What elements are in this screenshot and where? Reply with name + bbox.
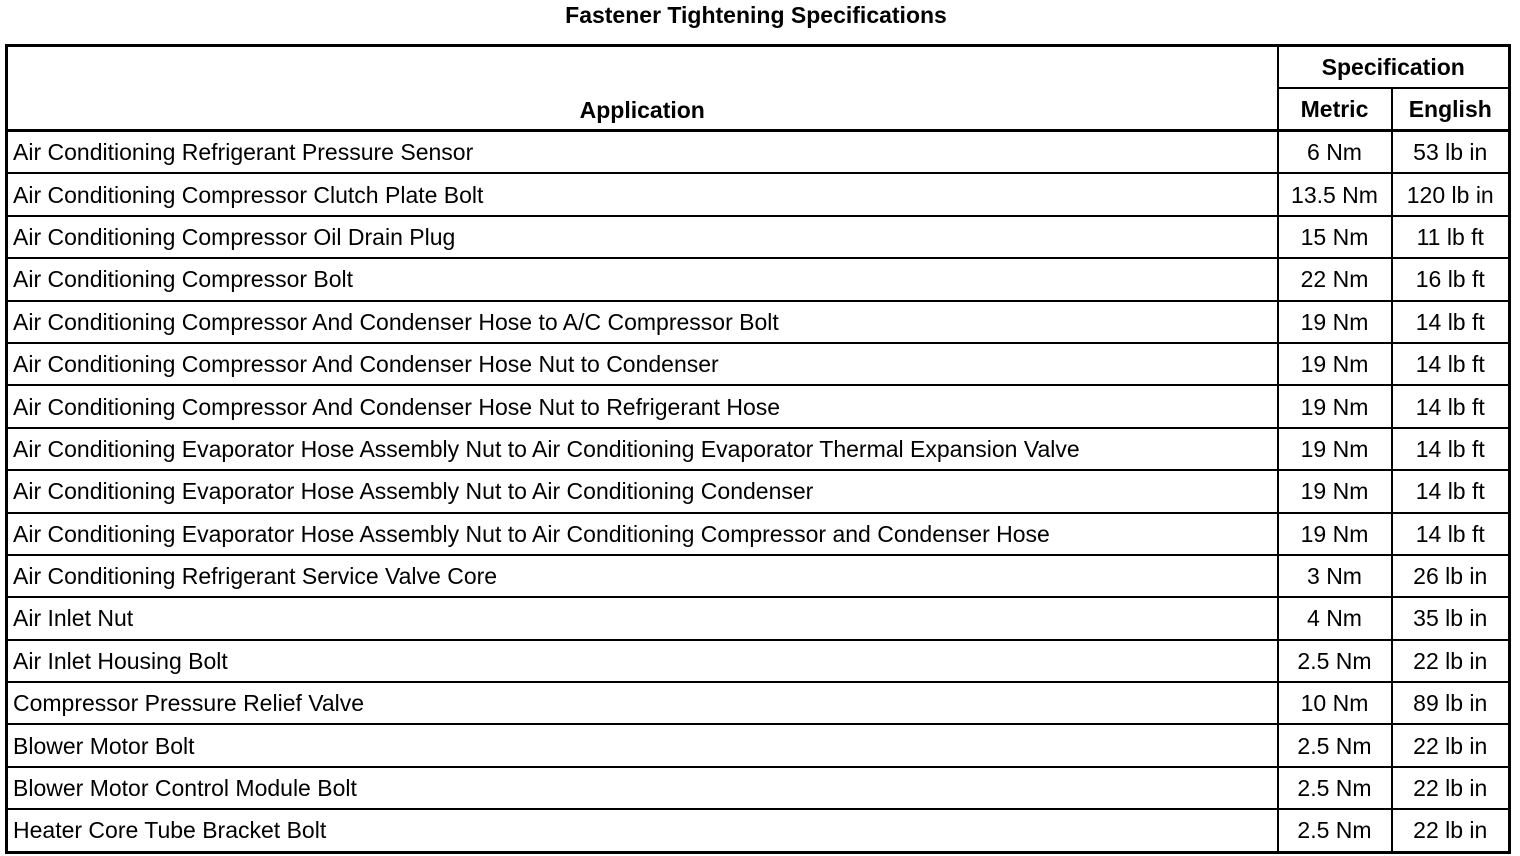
application-cell: Air Conditioning Refrigerant Pressure Sensor bbox=[7, 131, 1278, 174]
metric-cell: 2.5 Nm bbox=[1278, 767, 1392, 809]
table-row bbox=[7, 470, 1510, 512]
table-row bbox=[7, 809, 1510, 852]
application-cell: Air Conditioning Compressor And Condenser Hose Nut to Refrigerant Hose bbox=[7, 385, 1278, 427]
table-row bbox=[7, 724, 1510, 766]
table-row bbox=[7, 640, 1510, 682]
table-row bbox=[7, 258, 1510, 300]
metric-cell: 2.5 Nm bbox=[1278, 724, 1392, 766]
english-cell: 26 lb in bbox=[1392, 555, 1510, 597]
application-cell: Air Conditioning Compressor Oil Drain Plug bbox=[7, 216, 1278, 258]
table-row bbox=[7, 597, 1510, 639]
table-row bbox=[7, 513, 1510, 555]
page-title: Fastener Tightening Specifications bbox=[565, 2, 947, 28]
metric-cell: 19 Nm bbox=[1278, 385, 1392, 427]
english-cell: 16 lb ft bbox=[1392, 258, 1510, 300]
table-row bbox=[7, 385, 1510, 427]
english-cell: 14 lb ft bbox=[1392, 513, 1510, 555]
metric-cell: 15 Nm bbox=[1278, 216, 1392, 258]
specifications-table bbox=[5, 44, 1511, 854]
metric-cell: 19 Nm bbox=[1278, 470, 1392, 512]
metric-cell: 10 Nm bbox=[1278, 682, 1392, 724]
table-row bbox=[7, 131, 1510, 174]
application-cell: Blower Motor Bolt bbox=[7, 724, 1278, 766]
english-cell: 14 lb ft bbox=[1392, 301, 1510, 343]
english-cell: 14 lb ft bbox=[1392, 385, 1510, 427]
metric-cell: 19 Nm bbox=[1278, 428, 1392, 470]
application-cell: Air Conditioning Evaporator Hose Assembly Nut to Air Conditioning Compressor and Condenser Hose bbox=[7, 513, 1278, 555]
metric-cell: 4 Nm bbox=[1278, 597, 1392, 639]
english-cell: 14 lb ft bbox=[1392, 428, 1510, 470]
english-cell: 22 lb in bbox=[1392, 640, 1510, 682]
table-row bbox=[7, 301, 1510, 343]
application-cell: Air Conditioning Refrigerant Service Valve Core bbox=[7, 555, 1278, 597]
application-cell: Heater Core Tube Bracket Bolt bbox=[7, 809, 1278, 852]
metric-cell: 13.5 Nm bbox=[1278, 173, 1392, 215]
english-cell: 14 lb ft bbox=[1392, 343, 1510, 385]
english-cell: 22 lb in bbox=[1392, 724, 1510, 766]
metric-cell: 2.5 Nm bbox=[1278, 640, 1392, 682]
application-cell: Air Inlet Nut bbox=[7, 597, 1278, 639]
application-cell: Air Inlet Housing Bolt bbox=[7, 640, 1278, 682]
table-row bbox=[7, 173, 1510, 215]
header-metric: Metric bbox=[1278, 88, 1392, 131]
english-cell: 35 lb in bbox=[1392, 597, 1510, 639]
header-specification: Specification bbox=[1278, 46, 1510, 89]
table-row bbox=[7, 428, 1510, 470]
application-cell: Air Conditioning Compressor Clutch Plate Bolt bbox=[7, 173, 1278, 215]
metric-cell: 19 Nm bbox=[1278, 513, 1392, 555]
english-cell: 14 lb ft bbox=[1392, 470, 1510, 512]
application-cell: Air Conditioning Compressor And Condenser Hose Nut to Condenser bbox=[7, 343, 1278, 385]
metric-cell: 22 Nm bbox=[1278, 258, 1392, 300]
header-application: Application bbox=[7, 46, 1278, 131]
application-cell: Air Conditioning Compressor And Condenser Hose to A/C Compressor Bolt bbox=[7, 301, 1278, 343]
table-body bbox=[7, 131, 1510, 853]
english-cell: 89 lb in bbox=[1392, 682, 1510, 724]
metric-cell: 19 Nm bbox=[1278, 301, 1392, 343]
table-row bbox=[7, 343, 1510, 385]
metric-cell: 19 Nm bbox=[1278, 343, 1392, 385]
english-cell: 22 lb in bbox=[1392, 809, 1510, 852]
application-cell: Blower Motor Control Module Bolt bbox=[7, 767, 1278, 809]
header-english: English bbox=[1392, 88, 1510, 131]
application-cell: Compressor Pressure Relief Valve bbox=[7, 682, 1278, 724]
english-cell: 11 lb ft bbox=[1392, 216, 1510, 258]
metric-cell: 6 Nm bbox=[1278, 131, 1392, 174]
table-row bbox=[7, 216, 1510, 258]
metric-cell: 2.5 Nm bbox=[1278, 809, 1392, 852]
english-cell: 22 lb in bbox=[1392, 767, 1510, 809]
english-cell: 53 lb in bbox=[1392, 131, 1510, 174]
table-row bbox=[7, 555, 1510, 597]
table-row bbox=[7, 767, 1510, 809]
english-cell: 120 lb in bbox=[1392, 173, 1510, 215]
application-cell: Air Conditioning Evaporator Hose Assembly Nut to Air Conditioning Evaporator Thermal Expansion Valve bbox=[7, 428, 1278, 470]
table-row bbox=[7, 682, 1510, 724]
application-cell: Air Conditioning Evaporator Hose Assembly Nut to Air Conditioning Condenser bbox=[7, 470, 1278, 512]
table-header bbox=[7, 46, 1510, 131]
metric-cell: 3 Nm bbox=[1278, 555, 1392, 597]
application-cell: Air Conditioning Compressor Bolt bbox=[7, 258, 1278, 300]
